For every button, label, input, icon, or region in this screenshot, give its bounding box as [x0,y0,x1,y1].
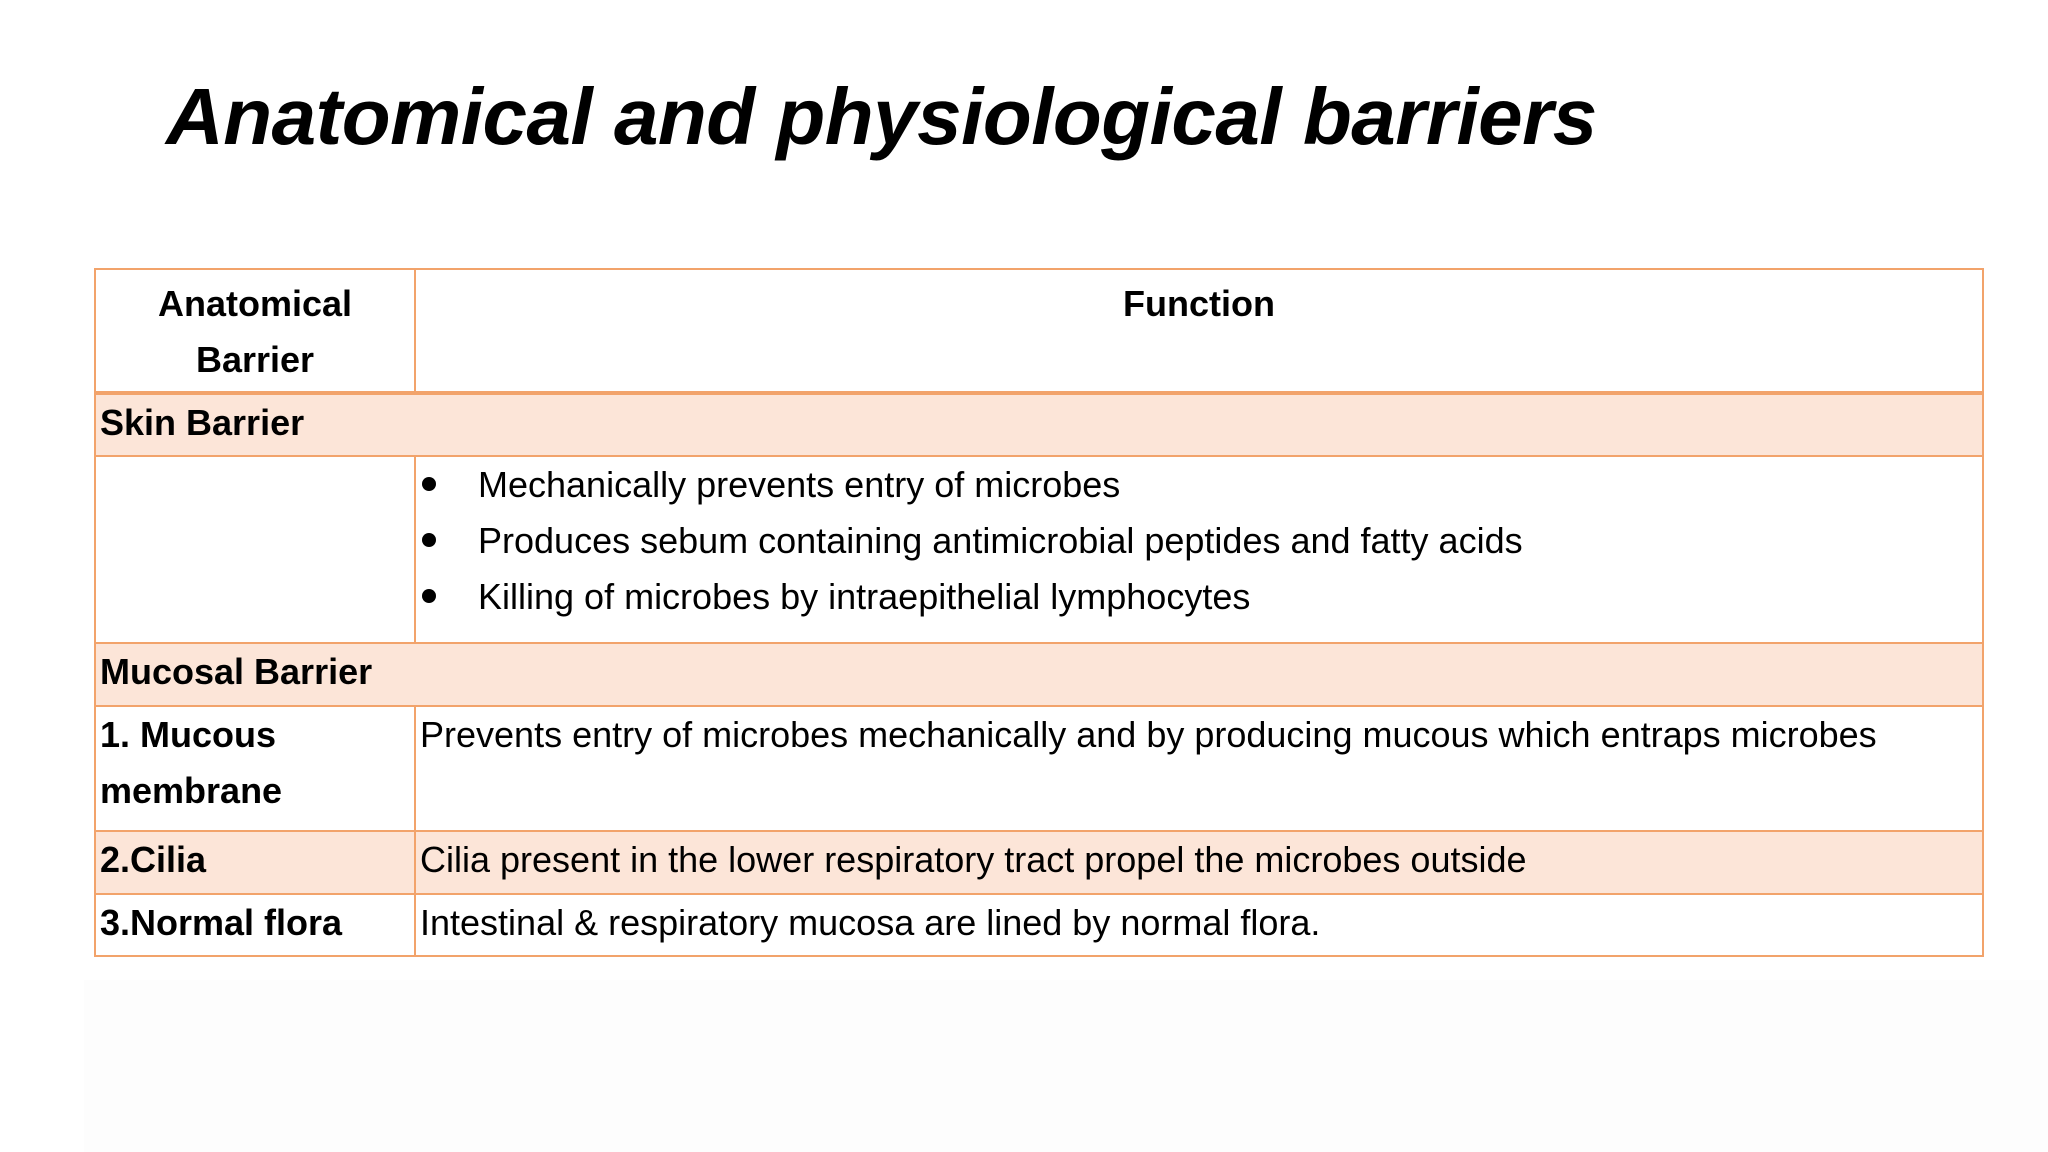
bullet-text: Killing of microbes by intraepithelial lymphocytes [478,576,1251,617]
table-row-skin-functions [95,456,1983,643]
table-row-cilia [95,831,1983,894]
section-row-skin-barrier [95,393,1983,456]
table-header-row [95,269,1983,393]
barriers-table [94,268,1984,957]
bullet-text: Produces sebum containing antimicrobial peptides and fatty acids [478,520,1523,561]
bullet-icon [422,533,436,547]
table-row-normal-flora [95,894,1983,956]
header-anatomical-barrier: Anatomical Barrier [95,269,415,393]
bullet-icon [422,589,436,603]
barrier-name-normal-flora: 3.Normal flora [95,894,415,956]
list-item [420,569,1978,625]
barrier-function-mucous-membrane: Prevents entry of microbes mechanically and by producing mucous which entraps microbes [415,706,1983,831]
section-label-skin-barrier: Skin Barrier [95,393,1983,456]
barrier-name-mucous-membrane: 1. Mucous membrane [95,706,415,831]
barrier-name-cilia: 2.Cilia [95,831,415,894]
table-row-mucous-membrane [95,706,1983,831]
bullet-icon [422,477,436,491]
slide-title: Anatomical and physiological barriers [166,72,1597,161]
skin-barrier-name-cell [95,456,415,643]
slide-footer-shade [84,980,2048,1152]
list-item [420,513,1978,569]
skin-barrier-function-cell [415,456,1983,643]
section-label-mucosal-barrier: Mucosal Barrier [95,643,1983,706]
section-row-mucosal-barrier [95,643,1983,706]
bullet-text: Mechanically prevents entry of microbes [478,464,1121,505]
barrier-function-normal-flora: Intestinal & respiratory mucosa are lined by normal flora. [415,894,1983,956]
barrier-function-cilia: Cilia present in the lower respiratory tract propel the microbes outside [415,831,1983,894]
header-function: Function [415,269,1983,393]
skin-function-list [420,457,1978,625]
list-item [420,457,1978,513]
